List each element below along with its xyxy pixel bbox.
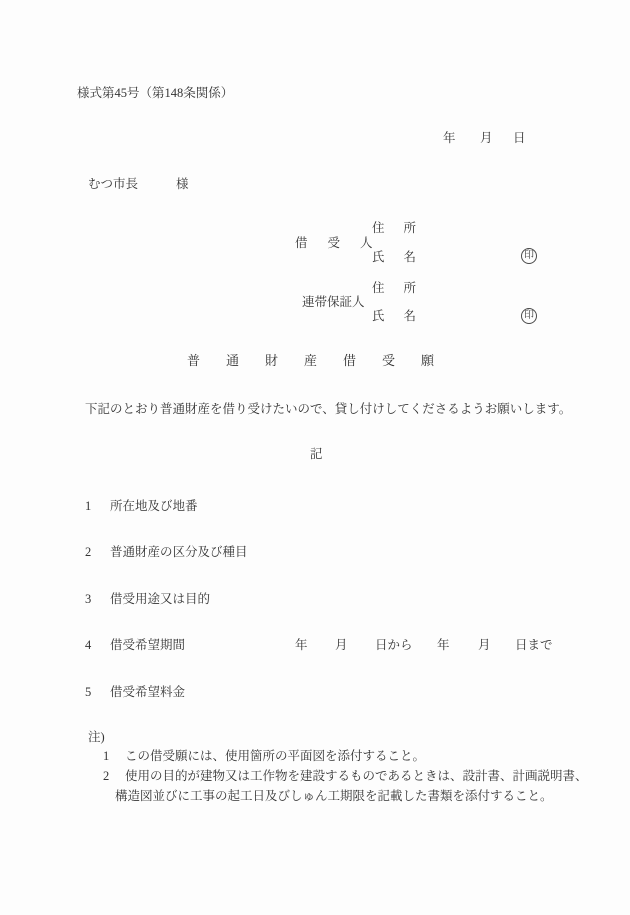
item-number: 4 (85, 638, 92, 652)
list-item-location (85, 499, 198, 513)
addressee-honorific: 様 (176, 177, 189, 191)
item-number: 3 (85, 592, 92, 606)
item-label: 所在地及び地番 (110, 499, 198, 513)
date-month-label: 月 (480, 131, 493, 145)
note-item-1 (103, 749, 425, 763)
item-number: 5 (85, 685, 92, 699)
period-from-year-label: 年 (295, 638, 308, 652)
body-paragraph: 下記のとおり普通財産を借り受けたいので、貸し付けしてくださるようお願いします。 (85, 402, 572, 416)
item-label: 普通財産の区分及び種目 (110, 545, 248, 559)
period-to-day-label: 日まで (515, 638, 553, 652)
note-text: 使用の目的が建物又は工作物を建設するものであるときは、設計書、計画説明書、 (125, 769, 588, 783)
period-from-month-label: 月 (335, 638, 348, 652)
note-text: この借受願には、使用箇所の平面図を添付すること。 (125, 749, 426, 763)
period-from-day-label: 日から (375, 638, 413, 652)
date-year-label: 年 (443, 131, 456, 145)
item-label: 借受希望期間 (110, 638, 186, 652)
borrower-role-label: 借受人 (295, 236, 393, 250)
notes-heading: 注) (88, 730, 105, 744)
period-to-month-label: 月 (478, 638, 491, 652)
borrower-seal-icon: 印 (521, 248, 537, 264)
note-number: 2 (103, 769, 110, 783)
list-item-purpose (85, 592, 210, 606)
date-day-label: 日 (513, 131, 526, 145)
guarantor-role-label: 連帯保証人 (302, 295, 365, 309)
item-label: 借受用途又は目的 (110, 592, 211, 606)
period-to-year-label: 年 (437, 638, 450, 652)
guarantor-seal-icon: 印 (521, 308, 537, 324)
item-label: 借受希望料金 (110, 685, 186, 699)
item-number: 1 (85, 499, 92, 513)
borrower-name-label: 氏名 (372, 250, 436, 264)
note-item-2-continuation: 構造図並びに工事の起工日及びしゅん工期限を記載した書類を添付すること。 (115, 789, 553, 803)
guarantor-address-label: 住所 (372, 281, 436, 295)
note-item-2 (103, 769, 588, 783)
note-number: 1 (103, 749, 110, 763)
list-item-period (85, 638, 185, 652)
list-item-category (85, 545, 248, 559)
item-number: 2 (85, 545, 92, 559)
addressee-name: むつ市長 (88, 177, 139, 191)
guarantor-name-label: 氏名 (372, 309, 436, 323)
document-title: 普通財産借受願 (187, 353, 461, 368)
record-marker: 記 (310, 447, 323, 461)
borrower-address-label: 住所 (372, 221, 436, 235)
list-item-fee (85, 685, 185, 699)
form-number: 様式第45号（第148条関係） (77, 86, 234, 100)
